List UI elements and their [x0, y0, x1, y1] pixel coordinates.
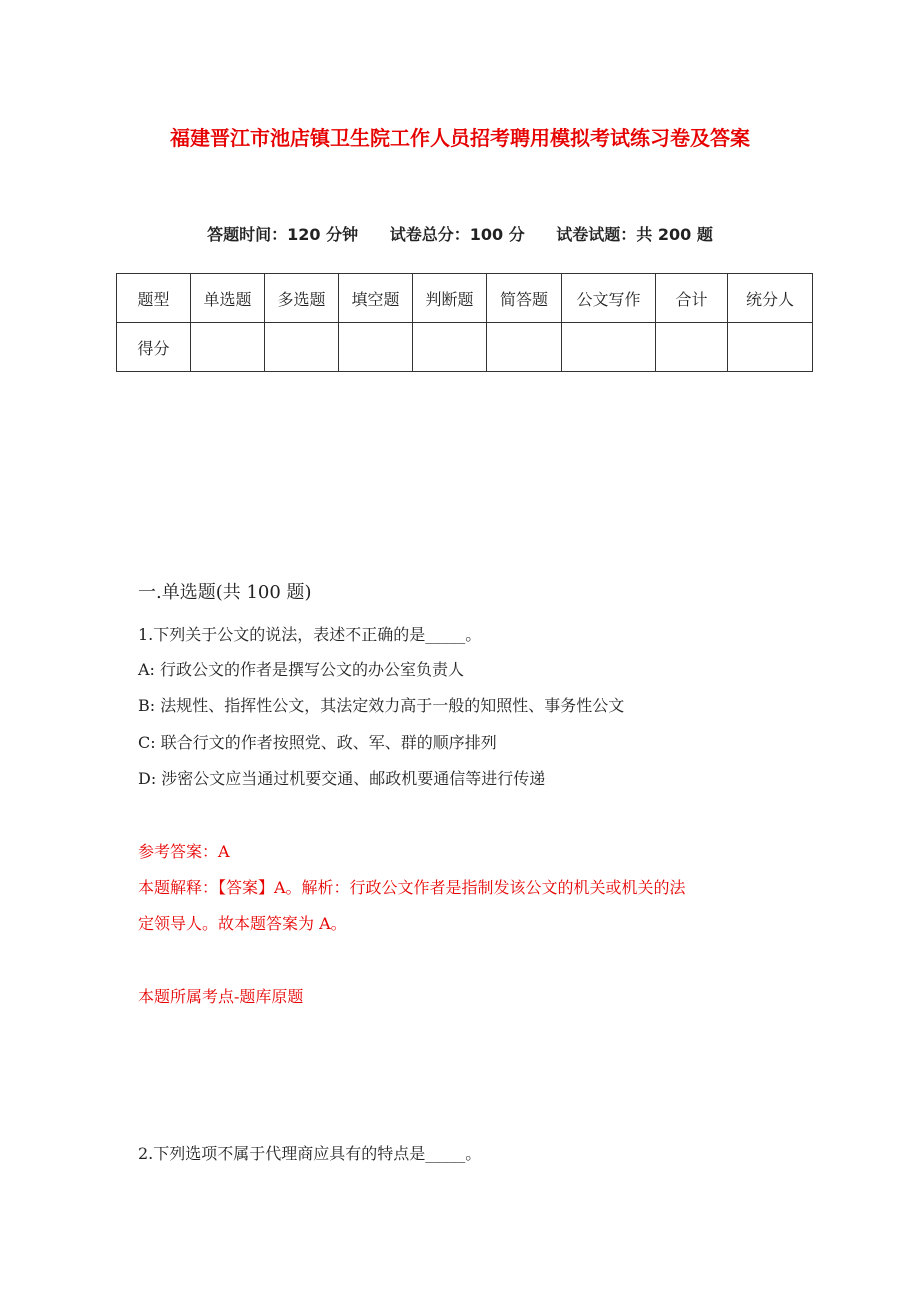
score-table — [116, 273, 813, 372]
question-stem: 1.下列关于公文的说法，表述不正确的是_____。 — [138, 625, 482, 644]
answer: 参考答案：A — [138, 842, 230, 861]
table-header-cell: 单选题 — [191, 274, 265, 323]
table-header-cell: 简答题 — [487, 274, 562, 323]
option-d: D: 涉密公文应当通过机要交通、邮政机要通信等进行传递 — [138, 769, 546, 788]
knowledge-point: 本题所属考点-题库原题 — [138, 987, 304, 1006]
exam-total: 试卷总分：100 分 — [389, 225, 525, 244]
exam-meta — [0, 222, 920, 245]
explanation-line2: 定领导人。故本题答案为 A。 — [138, 914, 347, 933]
document-title: 福建晋江市池店镇卫生院工作人员招考聘用模拟考试练习卷及答案 — [170, 126, 750, 150]
score-cell — [191, 323, 265, 372]
exam-time: 答题时间：120 分钟 — [207, 225, 359, 244]
score-cell — [656, 323, 728, 372]
table-header-cell: 填空题 — [339, 274, 413, 323]
explanation-line1: 本题解释：【答案】A。解析：行政公文作者是指制发该公文的机关或机关的法 — [138, 878, 686, 897]
option-a: A: 行政公文的作者是撰写公文的办公室负责人 — [138, 660, 465, 679]
score-cell — [265, 323, 339, 372]
row-label: 得分 — [117, 323, 191, 372]
section-heading: 一.单选题(共 100 题) — [138, 582, 312, 603]
score-cell — [413, 323, 487, 372]
table-header-cell: 判断题 — [413, 274, 487, 323]
score-cell — [339, 323, 413, 372]
table-header-cell: 统分人 — [728, 274, 813, 323]
table-header-cell: 合计 — [656, 274, 728, 323]
score-cell — [487, 323, 562, 372]
table-header-cell: 多选题 — [265, 274, 339, 323]
question-stem: 2.下列选项不属于代理商应具有的特点是_____。 — [138, 1144, 482, 1163]
score-cell — [562, 323, 656, 372]
option-c: C: 联合行文的作者按照党、政、军、群的顺序排列 — [138, 733, 497, 752]
table-header-cell: 公文写作 — [562, 274, 656, 323]
score-cell — [728, 323, 813, 372]
exam-count: 试卷试题：共 200 题 — [556, 225, 713, 244]
table-header-cell: 题型 — [117, 274, 191, 323]
option-b: B: 法规性、指挥性公文，其法定效力高于一般的知照性、事务性公文 — [138, 696, 625, 715]
